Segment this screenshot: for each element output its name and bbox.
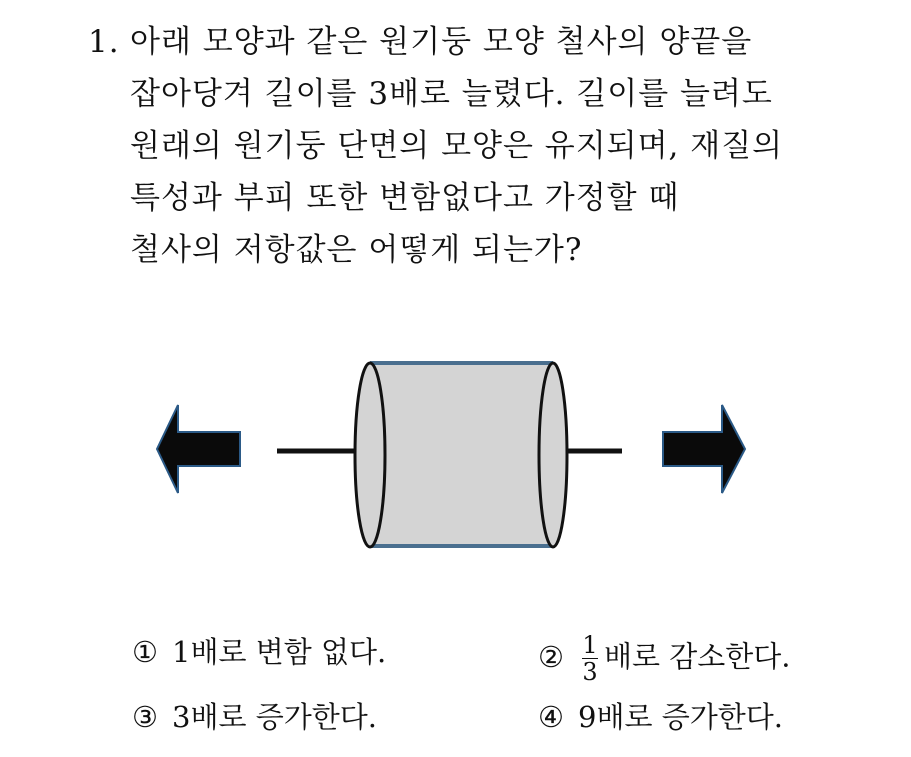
- choice-3-mark: ③: [132, 700, 158, 734]
- cylinder-body: [370, 363, 553, 546]
- question-line-5: 철사의 저항값은 어떻게 되는가?: [130, 232, 583, 268]
- choice-2-mark: ②: [538, 639, 564, 674]
- left-arrow-icon: [157, 405, 240, 493]
- fraction-numerator: 1: [582, 631, 598, 659]
- question-line-3: 원래의 원기둥 단면의 모양은 유지되며, 재질의: [130, 128, 784, 164]
- fraction-denominator: 3: [582, 658, 598, 686]
- choice-2-text: 배로 감소한다.: [604, 639, 791, 674]
- cylinder-right-end: [539, 363, 567, 547]
- right-arrow-icon: [663, 405, 745, 493]
- fraction-one-third: [582, 632, 598, 685]
- question-line-4: 특성과 부피 또한 변함없다고 가정할 때: [130, 180, 680, 216]
- choice-3[interactable]: [132, 697, 377, 737]
- question-line-2: 잡아당겨 길이를 3배로 늘렸다. 길이를 늘려도: [130, 76, 773, 112]
- choice-4-mark: ④: [538, 700, 564, 734]
- choice-3-text: 3배로 증가한다.: [172, 700, 377, 734]
- choice-1[interactable]: [132, 632, 386, 672]
- choice-4-text: 9배로 증가한다.: [578, 700, 783, 734]
- cylinder-left-end: [355, 363, 385, 547]
- question-line-1: 1. 아래 모양과 같은 원기둥 모양 철사의 양끝을: [88, 16, 868, 68]
- choice-1-text: 1배로 변함 없다.: [172, 635, 387, 669]
- choice-2[interactable]: [538, 632, 791, 685]
- choice-1-mark: ①: [132, 635, 158, 669]
- choice-4[interactable]: [538, 697, 783, 737]
- question-number: 1.: [88, 24, 120, 60]
